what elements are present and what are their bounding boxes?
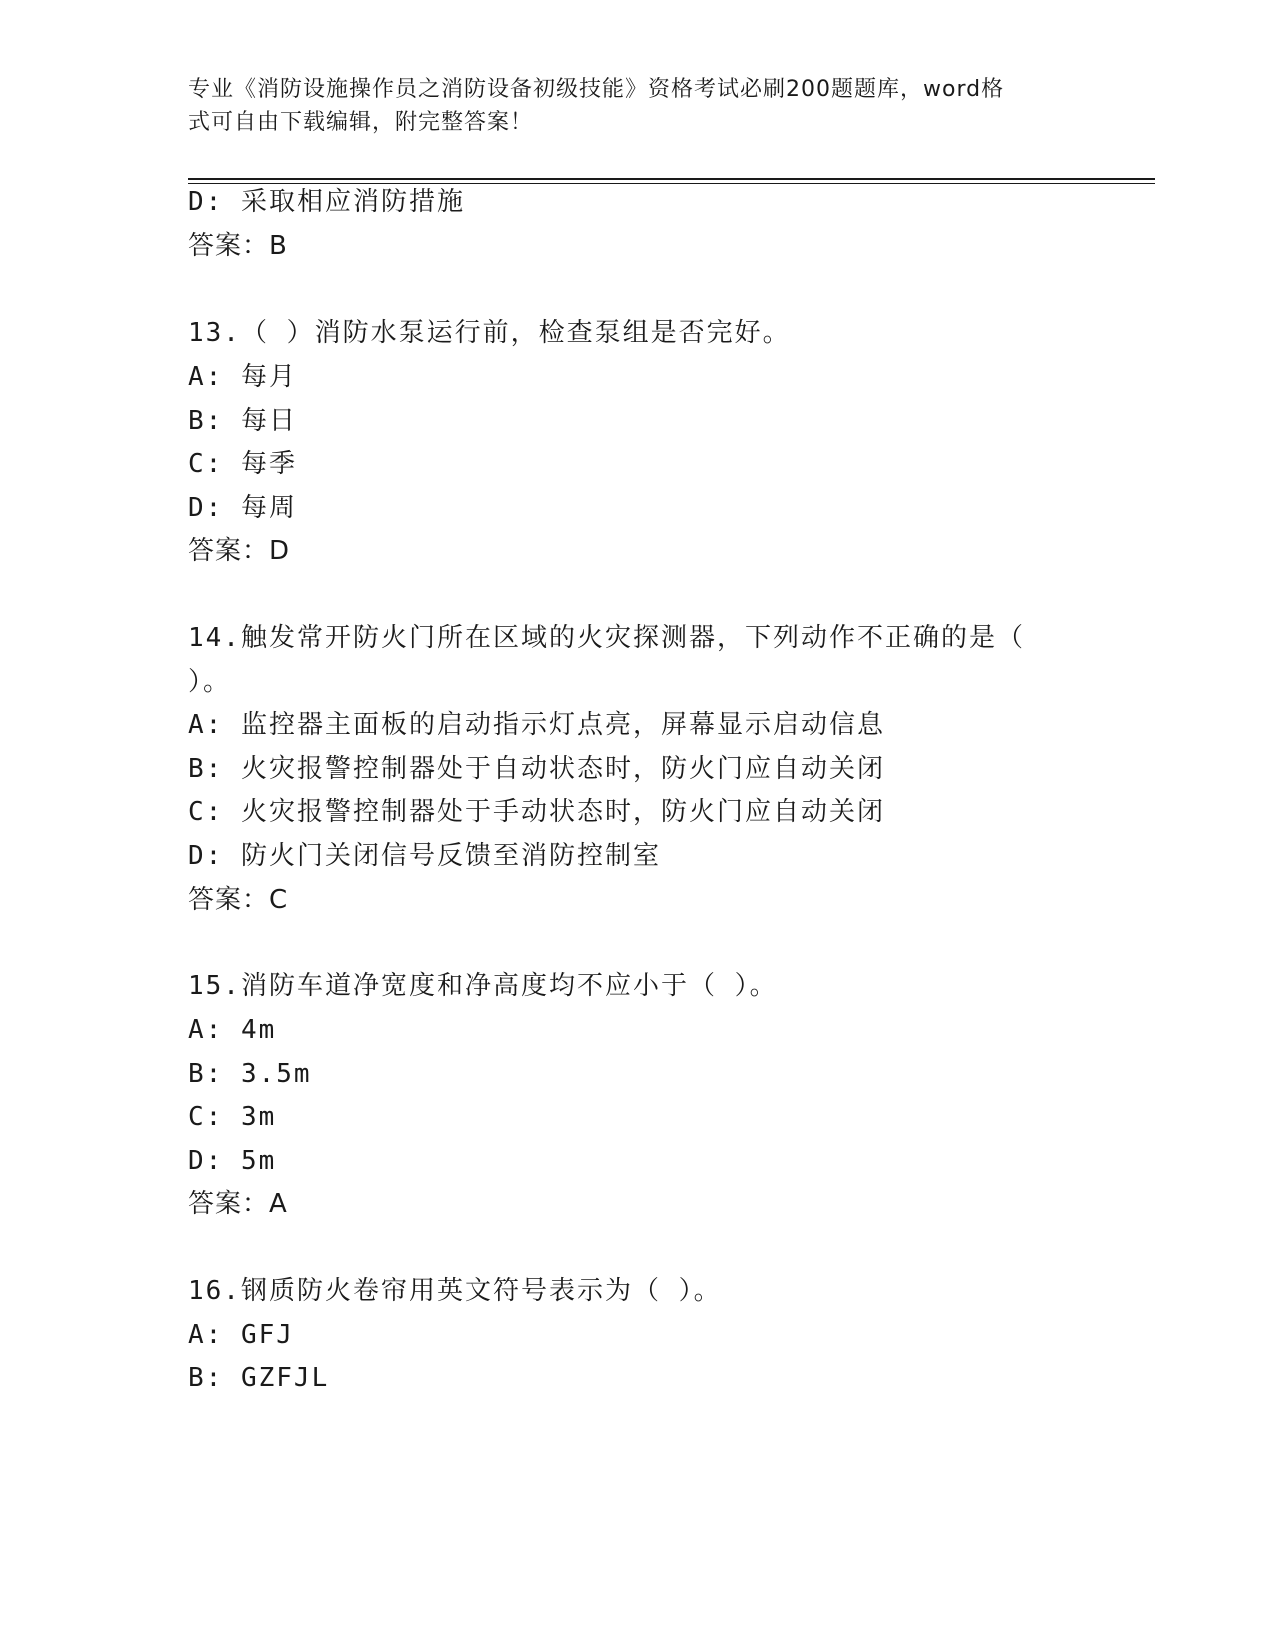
q14-question-line-2: ）。 bbox=[188, 667, 232, 697]
q12-answer: 答案：B bbox=[188, 231, 288, 261]
q15-option-b: B: 3.5m bbox=[188, 1059, 312, 1089]
q14-option-a: A: 监控器主面板的启动指示灯点亮，屏幕显示启动信息 bbox=[188, 710, 885, 740]
q14-option-d: D: 防火门关闭信号反馈至消防控制室 bbox=[188, 841, 661, 871]
q14-option-c: C: 火灾报警控制器处于手动状态时，防火门应自动关闭 bbox=[188, 797, 885, 827]
header-divider-thick bbox=[188, 178, 1155, 180]
document-header bbox=[188, 73, 1068, 139]
q16-option-a: A: GFJ bbox=[188, 1320, 294, 1350]
q14-option-b: B: 火灾报警控制器处于自动状态时，防火门应自动关闭 bbox=[188, 754, 885, 784]
q15-answer: 答案：A bbox=[188, 1189, 288, 1219]
q15-option-d: D: 5m bbox=[188, 1146, 277, 1176]
q15-question: 15.消防车道净宽度和净高度均不应小于（ ）。 bbox=[188, 971, 778, 1001]
q13-answer: 答案：D bbox=[188, 536, 291, 566]
q16-question: 16.钢质防火卷帘用英文符号表示为（ ）。 bbox=[188, 1276, 722, 1306]
q12-option-d: D: 采取相应消防措施 bbox=[188, 187, 465, 217]
q15-option-c: C: 3m bbox=[188, 1102, 277, 1132]
q13-option-b: B: 每日 bbox=[188, 406, 297, 436]
q13-question: 13.（ ）消防水泵运行前，检查泵组是否完好。 bbox=[188, 318, 791, 348]
q14-question-line-1: 14.触发常开防火门所在区域的火灾探测器，下列动作不正确的是（ bbox=[188, 623, 1025, 653]
q13-option-c: C: 每季 bbox=[188, 449, 297, 479]
q15-option-a: A: 4m bbox=[188, 1015, 277, 1045]
q14-answer: 答案：C bbox=[188, 885, 289, 915]
header-line-1: 专业《消防设施操作员之消防设备初级技能》资格考试必刷200题题库，word格 bbox=[188, 77, 1005, 102]
q13-option-a: A: 每月 bbox=[188, 362, 297, 392]
q16-option-b: B: GZFJL bbox=[188, 1363, 330, 1393]
header-line-2: 式可自由下载编辑，附完整答案！ bbox=[188, 110, 534, 135]
q13-option-d: D: 每周 bbox=[188, 493, 297, 523]
